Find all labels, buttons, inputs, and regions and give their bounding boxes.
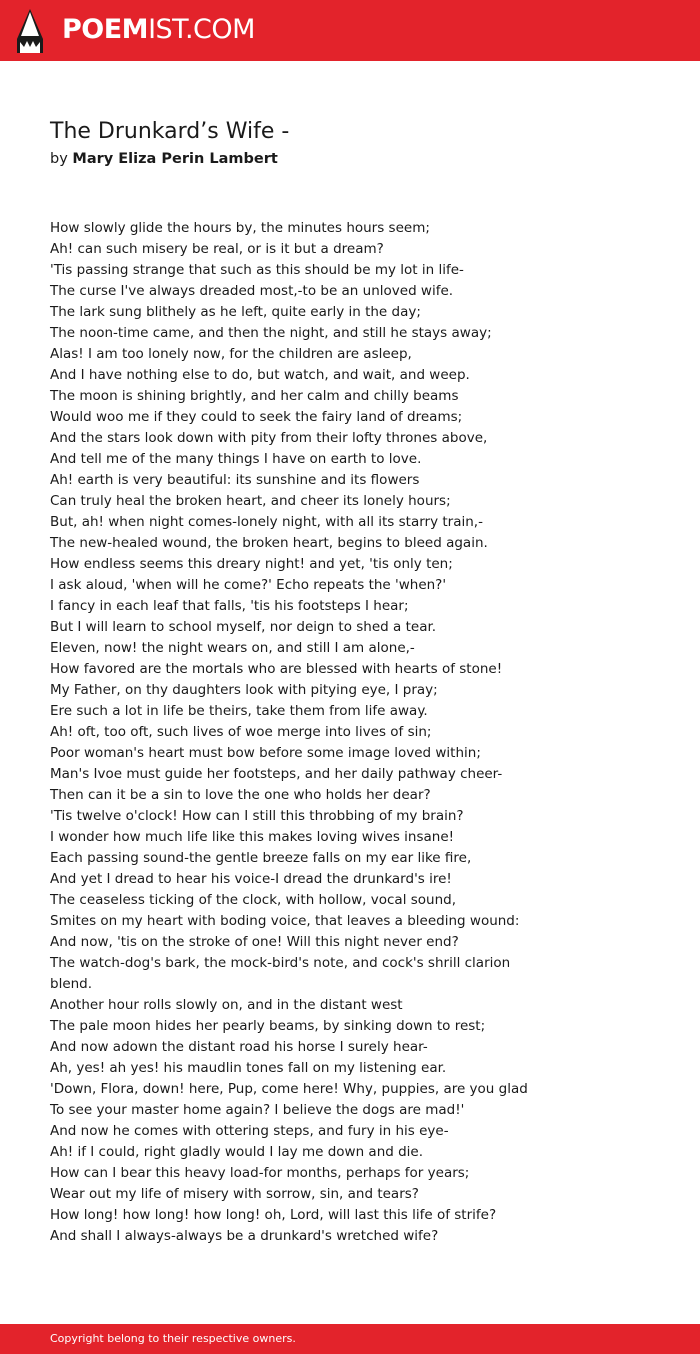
poem-title: The Drunkard’s Wife -: [50, 119, 290, 144]
poem-line: The new-healed wound, the broken heart, begins to bleed again.: [50, 535, 488, 551]
poem-line: Would woo me if they could to seek the fairy land of dreams;: [50, 409, 463, 425]
poem-line: My Father, on thy daughters look with pitying eye, I pray;: [50, 682, 438, 698]
poem-line: The lark sung blithely as he left, quite early in the day;: [50, 304, 421, 320]
poem-line: Each passing sound-the gentle breeze falls on my ear like fire,: [50, 850, 472, 866]
poem-line: blend.: [50, 976, 93, 992]
poem-line: Ah! oft, too oft, such lives of woe merge into lives of sin;: [50, 724, 432, 740]
poem-line: I wonder how much life like this makes loving wives insane!: [50, 829, 455, 845]
poem-author: Mary Eliza Perin Lambert: [72, 151, 278, 167]
logo-text-bold: POEM: [62, 14, 149, 45]
poem-line: How slowly glide the hours by, the minutes hours seem;: [50, 220, 430, 236]
poem-line: The curse I've always dreaded most,-to be an unloved wife.: [50, 283, 454, 299]
poem-line: Alas! I am too lonely now, for the children are asleep,: [50, 346, 412, 362]
poem-byline: [50, 149, 278, 169]
site-header: [0, 0, 700, 61]
poem-line: How favored are the mortals who are blessed with hearts of stone!: [50, 661, 503, 677]
poem-line: Eleven, now! the night wears on, and still I am alone,-: [50, 640, 415, 656]
poem-line: And yet I dread to hear his voice-I dread the drunkard's ire!: [50, 871, 452, 887]
poem-line: Wear out my life of misery with sorrow, sin, and tears?: [50, 1186, 419, 1202]
poem-line: And now he comes with ottering steps, and fury in his eye-: [50, 1123, 449, 1139]
poem-line: And shall I always-always be a drunkard's wretched wife?: [50, 1228, 439, 1244]
poem-line: But, ah! when night comes-lonely night, with all its starry train,-: [50, 514, 483, 530]
poem-line: Ah! earth is very beautiful: its sunshine and its flowers: [50, 472, 420, 488]
poem-line: The ceaseless ticking of the clock, with hollow, vocal sound,: [50, 892, 456, 908]
poem-line: I fancy in each leaf that falls, 'tis his footsteps I hear;: [50, 598, 409, 614]
pencil-tip-icon[interactable]: [17, 9, 43, 53]
poem-line: Smites on my heart with boding voice, that leaves a bleeding wound:: [50, 913, 520, 929]
poem-line: Ere such a lot in life be theirs, take them from life away.: [50, 703, 428, 719]
poem-line: How long! how long! how long! oh, Lord, will last this life of strife?: [50, 1207, 497, 1223]
poem-line: To see your master home again? I believe the dogs are mad!': [50, 1102, 465, 1118]
poem-line: And the stars look down with pity from their lofty thrones above,: [50, 430, 488, 446]
poem-line: 'Down, Flora, down! here, Pup, come here! Why, puppies, are you glad: [50, 1081, 528, 1097]
poem-line: Ah! if I could, right gladly would I lay me down and die.: [50, 1144, 424, 1160]
poem-line: Ah, yes! ah yes! his maudlin tones fall on my listening ear.: [50, 1060, 447, 1076]
poem-line: And now adown the distant road his horse I surely hear-: [50, 1039, 428, 1055]
poem-line: Can truly heal the broken heart, and cheer its lonely hours;: [50, 493, 451, 509]
poem-line: Another hour rolls slowly on, and in the distant west: [50, 997, 403, 1013]
by-label: by: [50, 151, 68, 167]
poem-line: Ah! can such misery be real, or is it but a dream?: [50, 241, 384, 257]
poem-line: Then can it be a sin to love the one who holds her dear?: [50, 787, 431, 803]
copyright-text: Copyright belong to their respective owners.: [50, 1332, 296, 1345]
poem-line: I ask aloud, 'when will he come?' Echo repeats the 'when?': [50, 577, 447, 593]
poem-line: Poor woman's heart must bow before some image loved within;: [50, 745, 481, 761]
poem-body: [50, 218, 650, 1247]
logo-text-light: IST.COM: [148, 14, 255, 45]
poem-line: But I will learn to school myself, nor deign to shed a tear.: [50, 619, 437, 635]
poem-line: The watch-dog's bark, the mock-bird's note, and cock's shrill clarion: [50, 955, 511, 971]
poem-line: And I have nothing else to do, but watch, and wait, and weep.: [50, 367, 470, 383]
poem-line: 'Tis passing strange that such as this should be my lot in life-: [50, 262, 464, 278]
poem-line: Man's Ivoe must guide her footsteps, and her daily pathway cheer-: [50, 766, 503, 782]
site-footer: [0, 1324, 700, 1354]
poem-line: How endless seems this dreary night! and yet, 'tis only ten;: [50, 556, 453, 572]
poem-line: 'Tis twelve o'clock! How can I still this throbbing of my brain?: [50, 808, 464, 824]
poem-line: How can I bear this heavy load-for months, perhaps for years;: [50, 1165, 470, 1181]
poem-line: And tell me of the many things I have on earth to love.: [50, 451, 422, 467]
poem-line: The moon is shining brightly, and her calm and chilly beams: [50, 388, 459, 404]
poem-line: The pale moon hides her pearly beams, by sinking down to rest;: [50, 1018, 486, 1034]
poem-line: The noon-time came, and then the night, and still he stays away;: [50, 325, 492, 341]
poem-line: And now, 'tis on the stroke of one! Will this night never end?: [50, 934, 459, 950]
site-logo[interactable]: [62, 13, 255, 47]
